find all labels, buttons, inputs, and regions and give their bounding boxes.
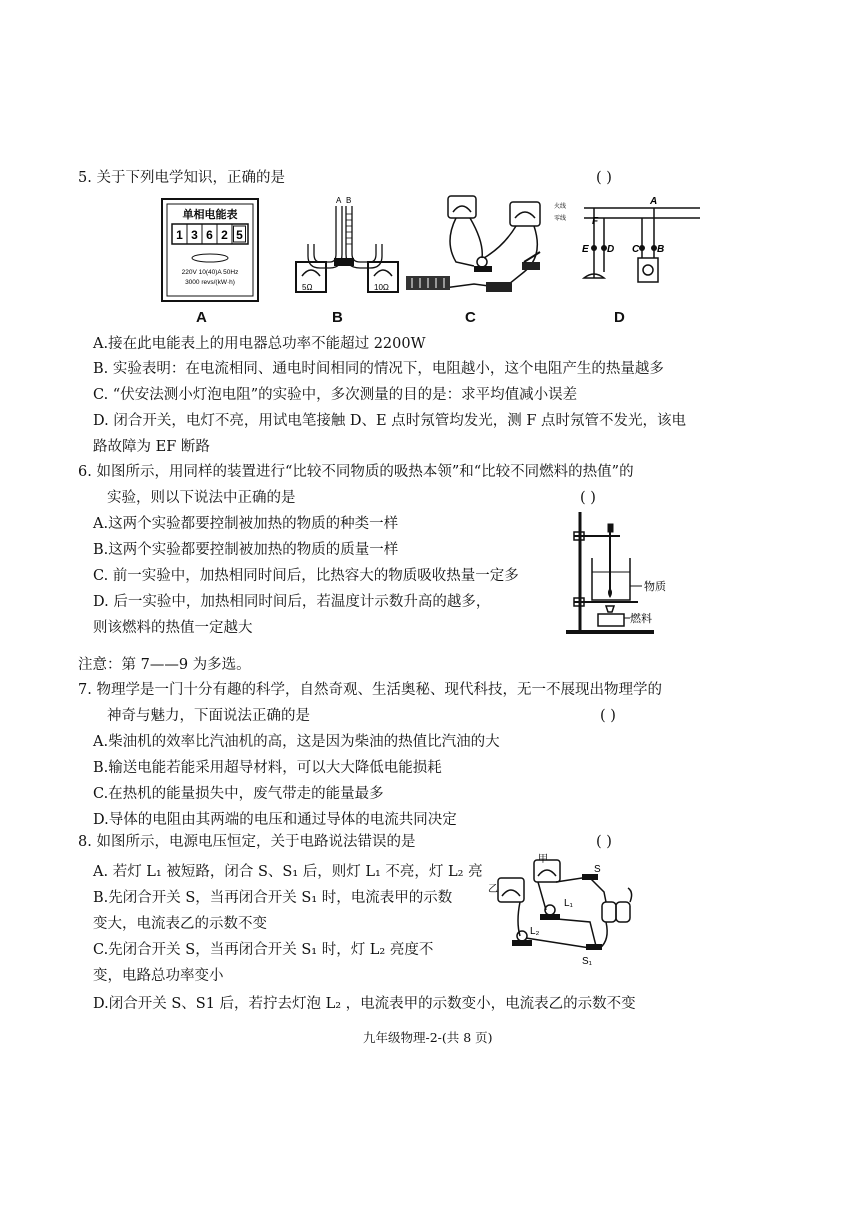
meter-spec-2: 3000 revs/(kW·h) [185, 279, 235, 286]
q6-option-d-cont: 则该燃料的热值一定越大 [93, 620, 253, 636]
q5-option-b: B. 实验表明：在电流相同、通电时间相同的情况下，电阻越小，这个电阻产生的热量越多 [93, 361, 664, 377]
q6-option-a: A.这两个实验都要控制被加热的物质的种类一样 [93, 516, 399, 532]
q8-label-switch-s1: S₁ [582, 956, 593, 967]
q6-option-b: B.这两个实验都要控制被加热的物质的质量一样 [93, 542, 399, 558]
q6-stem: 6. 如图所示，用同样的装置进行“比较不同物质的吸热本领”和“比较不同燃料的热值”的 [78, 464, 634, 480]
q7-option-c: C.在热机的能量损失中，废气带走的能量最多 [93, 786, 384, 802]
q5-figure-label-a: A [196, 309, 207, 326]
meter-digit: 5 [236, 228, 243, 242]
q7-option-a: A.柴油机的效率比汽油机的高，这是因为柴油的热值比汽油的大 [93, 734, 500, 750]
point-f: F [592, 216, 599, 227]
resistor-5-label: 5Ω [302, 283, 313, 292]
q8-stem: 8. 如图所示，电源电压恒定，关于电路说法错误的是 [78, 834, 416, 850]
meter-digit: 2 [221, 228, 228, 242]
q5-option-d-cont: 路故障为 EF 断路 [93, 439, 210, 455]
q6-label-substance: 物质 [644, 581, 666, 593]
q6-stem-cont: 实验，则以下说法中正确的是 [107, 490, 296, 506]
q8-option-d: D.闭合开关 S、S1 后，若拧去灯泡 L₂ ，电流表甲的示数变小，电流表乙的示数不变 [93, 996, 636, 1012]
q6-option-c: C. 前一实验中，加热相同时间后，比热容大的物质吸收热量一定多 [93, 568, 519, 584]
q5-figure-label-b: B [332, 309, 343, 326]
q6-answer-bracket: ( ) [580, 490, 596, 506]
q7-stem-cont: 神奇与魅力，下面说法正确的是 [107, 708, 310, 724]
q6-label-fuel: 燃料 [630, 613, 652, 625]
q8-label-lamp-l1: L₁ [564, 898, 573, 909]
q6-option-d: D. 后一实验中，加热相同时间后，若温度计示数升高的越多， [93, 594, 491, 610]
point-b: B [657, 244, 665, 255]
q8-label-ammeter-yi: 乙 [488, 884, 498, 895]
q8-figure-circuit [486, 852, 636, 972]
point-a: A [650, 196, 658, 207]
meter-digit: 6 [206, 228, 213, 242]
multi-select-note: 注意：第 7——9 为多选。 [78, 657, 251, 673]
q5-figure-a-meter [160, 196, 260, 304]
q5-figure-label-c: C [465, 309, 476, 326]
q7-option-b: B.输送电能若能采用超导材料，可以大大降低电能损耗 [93, 760, 442, 776]
wire-label-neutral: 零线 [554, 216, 567, 222]
q5-figure-d-wiring [552, 194, 702, 306]
q8-label-ammeter-jia: 甲 [538, 854, 548, 865]
tube-label-a: A [336, 196, 342, 205]
q5-stem: 5. 关于下列电学知识，正确的是 [78, 170, 285, 186]
q8-option-b-cont: 变大，电流表乙的示数不变 [93, 916, 267, 932]
q5-option-d: D. 闭合开关，电灯不亮，用试电笔接触 D、E 点时氖管均发光，测 F 点时氖管不发光，该电 [93, 413, 687, 429]
q5-option-a: A.接在此电能表上的用电器总功率不能超过 2200W [93, 336, 426, 352]
q8-option-a: A. 若灯 L₁ 被短路，闭合 S、S₁ 后，则灯 L₁ 不亮，灯 L₂ 亮 [93, 864, 483, 880]
q5-figure-b-u-tube [290, 194, 408, 306]
q8-option-c: C.先闭合开关 S，当再闭合开关 S₁ 时，灯 L₂ 亮度不 [93, 942, 434, 958]
q6-figure-apparatus [558, 506, 668, 638]
q8-label-lamp-l2: L₂ [530, 926, 540, 937]
q5-figure-c-circuit [404, 192, 556, 304]
q5-option-c: C. “伏安法测小灯泡电阻”的实验中，多次测量的目的是：求平均值减小误差 [93, 387, 578, 403]
q7-stem: 7. 物理学是一门十分有趣的科学，自然奇观、生活奥秘、现代科技，无一不展现出物理学的 [78, 682, 662, 698]
point-d: D [607, 244, 615, 255]
point-e: E [582, 244, 589, 255]
resistor-10-label: 10Ω [374, 283, 389, 292]
meter-digit: 1 [176, 228, 183, 242]
q8-option-b: B.先闭合开关 S，当再闭合开关 S₁ 时，电流表甲的示数 [93, 890, 453, 906]
page-footer: 九年级物理-2-(共 8 页) [363, 1030, 493, 1045]
q8-label-switch-s: S [594, 864, 601, 875]
meter-digit: 3 [191, 228, 198, 242]
q8-option-c-cont: 变，电路总功率变小 [93, 968, 224, 984]
q7-option-d: D.导体的电阻由其两端的电压和通过导体的电流共同决定 [93, 812, 457, 828]
meter-spec-1: 220V 10(40)A 50Hz [181, 269, 239, 276]
wire-label-live: 火线 [554, 204, 567, 210]
q5-answer-bracket: ( ) [596, 170, 612, 186]
q8-answer-bracket: ( ) [596, 834, 612, 850]
tube-label-b: B [346, 196, 352, 205]
q7-answer-bracket: ( ) [600, 708, 616, 724]
point-c: C [632, 244, 640, 255]
meter-title: 单相电能表 [182, 209, 238, 221]
q5-figure-label-d: D [614, 309, 625, 326]
